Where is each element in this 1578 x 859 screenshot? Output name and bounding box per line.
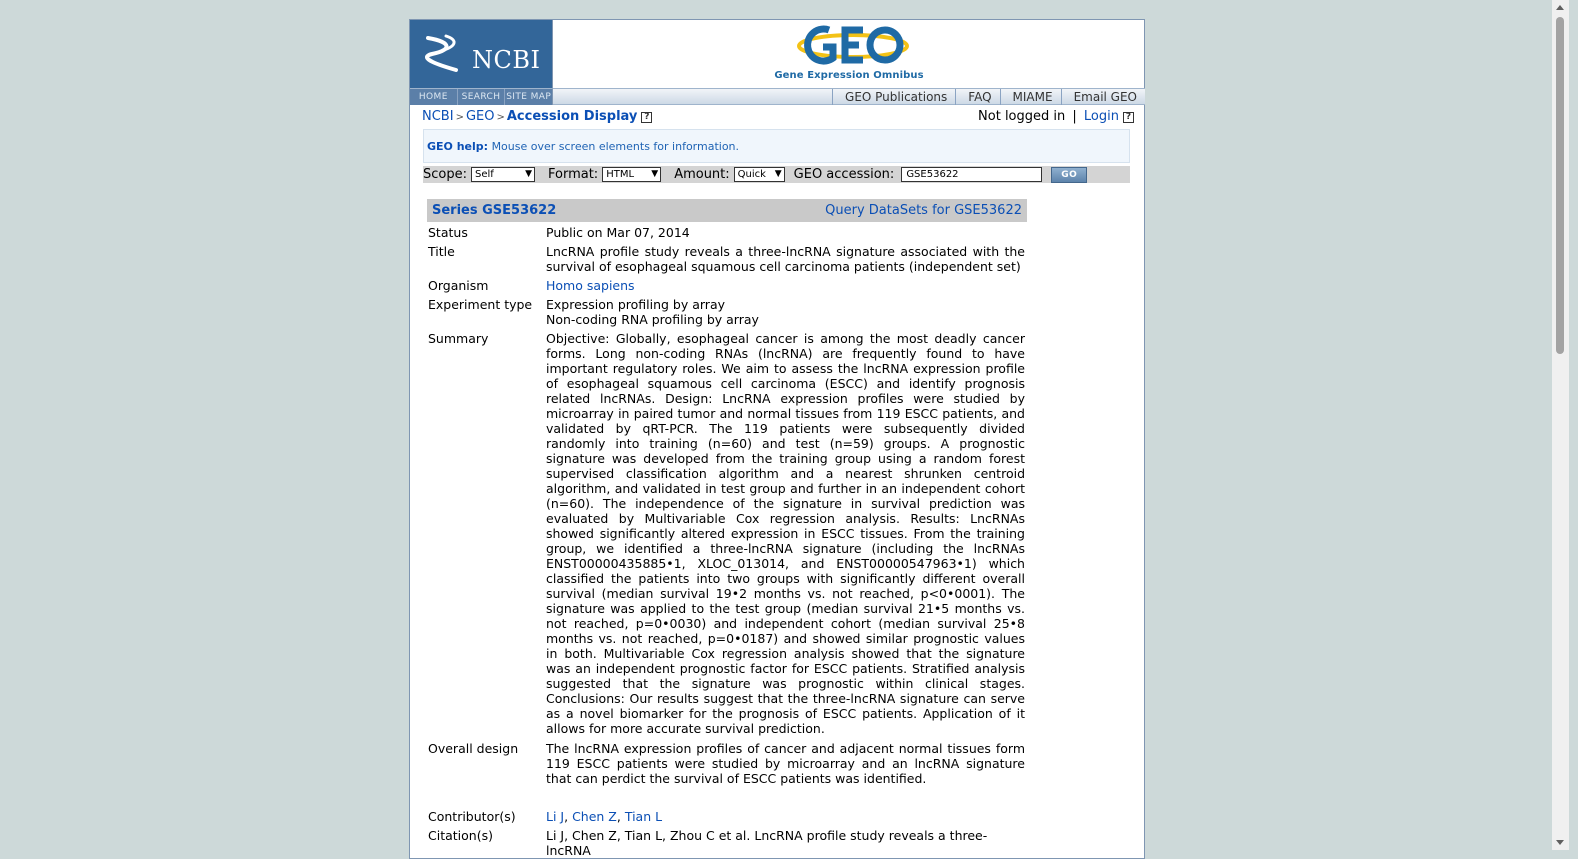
page-container (409, 19, 1145, 859)
breadcrumb-ncbi[interactable]: NCBI (422, 109, 454, 124)
ncbi-logo[interactable] (410, 20, 553, 88)
ncbi-nav (410, 88, 553, 105)
organism-label: Organism (428, 278, 489, 293)
geo-publications-link[interactable]: GEO Publications (832, 89, 955, 105)
faq-link[interactable]: FAQ (955, 89, 999, 105)
summary-label: Summary (428, 331, 489, 346)
contributors-label: Contributor(s) (428, 809, 516, 824)
ncbi-logo-text: NCBI (472, 46, 541, 74)
experiment-type-values (546, 297, 1025, 327)
login-link[interactable]: Login (1083, 109, 1119, 124)
series-header (427, 199, 1027, 222)
auth-area (978, 109, 1134, 124)
geo-help-box (423, 129, 1130, 163)
scope-select[interactable] (471, 167, 535, 182)
format-select-value: HTML (606, 169, 635, 180)
contributor-link[interactable]: Chen Z (572, 809, 617, 824)
status-value: Public on Mar 07, 2014 (546, 225, 690, 240)
organism-link[interactable]: Homo sapiens (546, 278, 635, 293)
contributor-link[interactable]: Tian L (624, 809, 663, 824)
geo-help-label: GEO help: (427, 140, 489, 153)
login-status: Not logged in (978, 109, 1066, 124)
chevron-down-icon: ▼ (525, 169, 532, 179)
citation-label: Citation(s) (428, 828, 493, 843)
ncbi-nav-home[interactable]: HOME (410, 89, 458, 105)
login-help-question-icon[interactable]: ? (1123, 112, 1134, 123)
geo-subtitle: Gene Expression Omnibus (774, 70, 924, 81)
series-title: Series GSE53622 (432, 203, 557, 218)
title-label: Title (428, 244, 455, 259)
accession-input[interactable]: GSE53622 (901, 167, 1042, 182)
dna-helix-icon (422, 32, 462, 76)
breadcrumb-current: Accession Display (506, 109, 638, 124)
status-label: Status (428, 225, 468, 240)
geo-nav (553, 88, 1145, 105)
vertical-scrollbar[interactable] (1552, 0, 1569, 850)
overall-design-label: Overall design (428, 741, 519, 756)
scroll-down-arrow-icon[interactable] (1556, 840, 1564, 845)
email-geo-link[interactable]: Email GEO (1061, 89, 1145, 105)
contributors-value: Li J, Chen Z, Tian L (546, 809, 663, 824)
experiment-type-item: Non-coding RNA profiling by array (546, 312, 759, 327)
overall-design-value: The lncRNA expression profiles of cancer and adjacent normal tissues form 119 ESCC patients were studied by microarray and an lncRNA signature that can perdict the survival of ESCC patients was identified. (546, 741, 1025, 786)
scope-select-value: Self (474, 169, 494, 180)
accession-label: GEO accession: (793, 167, 895, 182)
amount-select-value: Quick (737, 169, 766, 180)
breadcrumb-geo[interactable]: GEO (465, 109, 495, 124)
contributor-link[interactable]: Li J (546, 809, 565, 824)
geo-logo[interactable] (553, 20, 1145, 88)
miame-link[interactable]: MIAME (1000, 89, 1061, 105)
help-question-icon[interactable]: ? (641, 112, 652, 123)
scrollbar-thumb[interactable] (1556, 17, 1564, 354)
chevron-down-icon: ▼ (774, 169, 782, 179)
breadcrumb-separator: > (496, 112, 505, 123)
citation-value: Li J, Chen Z, Tian L, Zhou C et al. LncRNA profile study reveals a three-lncRNA (546, 828, 988, 858)
auth-separator: | (1072, 109, 1077, 124)
ncbi-nav-site-map[interactable]: SITE MAP (506, 92, 552, 102)
experiment-type-item: Expression profiling by array (546, 297, 726, 312)
amount-label: Amount: (674, 167, 730, 182)
amount-select[interactable] (734, 167, 785, 182)
chevron-down-icon: ▼ (651, 169, 659, 179)
ncbi-nav-search[interactable]: SEARCH (458, 89, 506, 105)
scroll-up-arrow-icon[interactable] (1556, 5, 1564, 10)
geo-help-text: Mouse over screen elements for information. (491, 140, 740, 153)
geo-logo-icon (793, 22, 913, 70)
experiment-type-label: Experiment type (428, 297, 533, 312)
title-value: LncRNA profile study reveals a three-lncRNA signature associated with the survival of esophageal squamous cell carcinoma patients (independent set) (546, 244, 1025, 274)
query-datasets-link[interactable]: Query DataSets for GSE53622 (825, 203, 1022, 218)
summary-value: Objective: Globally, esophageal cancer is among the most deadly cancer forms. Long non-coding RNAs (lncRNA) are frequently found to have important regulatory roles. We aim to assess the lncRNA expression profile of esophageal squamous cell carcinoma (ESCC) and identify prognosis related lncRNAs. Design: LncRNA expression profiles were studied by microarray in paired tumor and normal tissues from 119 ESCC patients, and validated by qRT-PCR. The 119 patients were subsequently divided randomly into training (n=60) and test (n=59) groups. A prognostic signature was developed from the training group using a random forest supervised classification algorithm and a nearest shrunken centroid algorithm, and validated in test group and further in an independent cohort (n=60). The independence of the signature in survival prediction was evaluated by Multivariable Cox regression analysis. Results: LncRNAs showed significantly altered expression in ESCC tissues. From the training group, we identified a three-lncRNA signature (including the lncRNAs ENST00000435885•1, XLOC_013014, and ENST00000547963•1) which classified the patients into two groups with significantly different overall survival (median survival 19•2 months vs. not reached, p<0•0001). The signature was applied to the test group (median survival 21•5 months vs. not reached, p=0•0030) and independent cohort (median survival 25•8 months vs. not reached, p=0•0187) and showed similar prognostic values in both. Multivariable Cox regression analysis showed that the signature was an independent prognostic factor for ESCC patients. Stratified analysis suggested that the signature was prognostic within clinical stages. Conclusions: Our results suggest that the three-lncRNA signature can serve as a novel biomarker for the prognosis of ESCC patients. Application of it allows for more accurate survival prediction. (546, 331, 1025, 736)
breadcrumb (422, 109, 652, 124)
format-select[interactable] (602, 167, 661, 182)
query-toolbar (423, 166, 1130, 183)
breadcrumb-separator: > (455, 112, 464, 123)
go-button[interactable]: GO (1051, 167, 1087, 183)
format-label: Format: (547, 167, 599, 182)
scope-label: Scope: (423, 167, 467, 182)
